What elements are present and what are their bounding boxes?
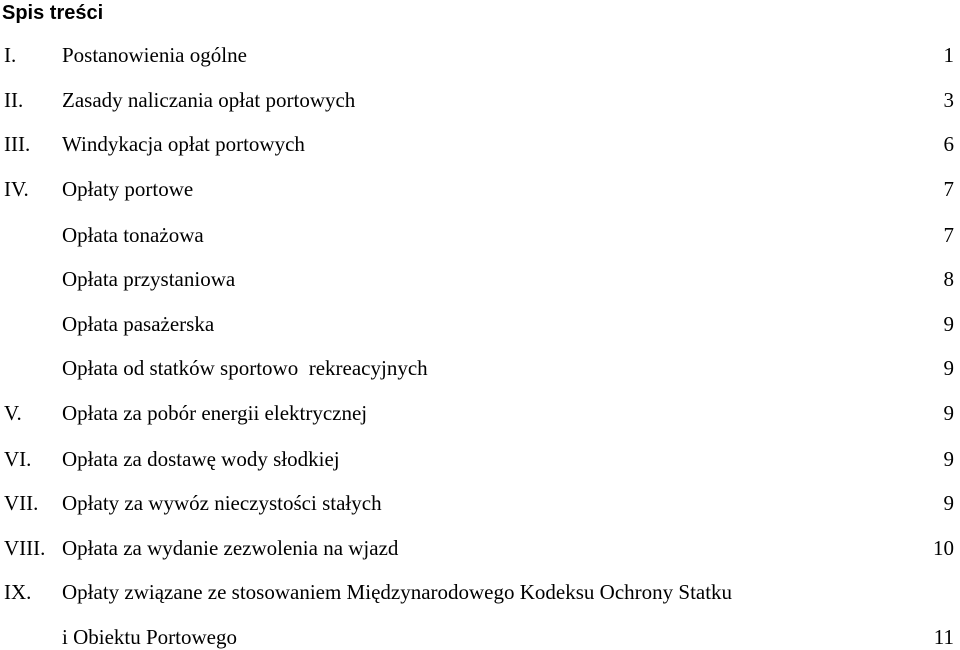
toc-entry-number: IX.	[4, 580, 32, 604]
toc-entry-number: III.	[4, 132, 31, 156]
toc-entry-label: Opłata tonażowa	[62, 223, 204, 247]
toc-entry-page: 10	[933, 536, 954, 560]
toc-entry-label: Opłaty za wywóz nieczystości stałych	[62, 491, 382, 515]
toc-entry-number: VIII.	[4, 536, 46, 560]
toc-entry-label: Windykacja opłat portowych	[62, 132, 305, 156]
toc-entry-number: I.	[4, 43, 17, 67]
toc-entry[interactable]	[0, 87, 960, 113]
toc-entry[interactable]	[0, 535, 960, 561]
toc-entry-label: Opłata za dostawę wody słodkiej	[62, 447, 340, 471]
toc-entry[interactable]	[0, 400, 960, 426]
toc-entry[interactable]	[0, 176, 960, 202]
toc-entry-page: 11	[933, 625, 954, 649]
toc-entry-label: Opłaty portowe	[62, 177, 194, 201]
toc-entry[interactable]	[0, 131, 960, 157]
toc-title: Spis treści	[2, 2, 104, 24]
toc-subentry[interactable]	[0, 311, 960, 337]
toc-entry[interactable]	[0, 446, 960, 472]
toc-entry-label: Opłata pasażerska	[62, 312, 215, 336]
toc-entry-label: Opłata za wydanie zezwolenia na wjazd	[62, 536, 399, 560]
toc-entry-label: Opłata przystaniowa	[62, 267, 236, 291]
toc-entry-label: Opłata od statków sportowo rekreacyjnych	[62, 356, 428, 380]
toc-subentry[interactable]	[0, 222, 960, 248]
toc-subentry[interactable]	[0, 355, 960, 381]
toc-entry-page: 9	[943, 447, 954, 471]
toc-entry-page: 7	[943, 177, 954, 201]
toc-entry-label: Opłaty związane ze stosowaniem Międzynarodowego Kodeksu Ochrony Statku	[62, 580, 733, 604]
toc-subentry[interactable]	[0, 266, 960, 292]
toc-entry-label: Postanowienia ogólne	[62, 43, 247, 67]
toc-entry-number: VII.	[4, 491, 39, 515]
toc-entry-number: IV.	[4, 177, 29, 201]
toc-entry-number: V.	[4, 401, 22, 425]
toc-entry-label: Zasady naliczania opłat portowych	[62, 88, 356, 112]
toc-entry[interactable]	[0, 42, 960, 68]
toc-entry-page: 8	[943, 267, 954, 291]
toc-entry-page: 1	[943, 43, 954, 67]
toc-entry-page: 9	[943, 356, 954, 380]
toc-entry-page: 6	[943, 132, 954, 156]
toc-entry-label: i Obiektu Portowego	[62, 625, 237, 649]
toc-entry-page: 7	[943, 223, 954, 247]
toc-entry-label: Opłata za pobór energii elektrycznej	[62, 401, 368, 425]
toc-entry-number: VI.	[4, 447, 32, 471]
toc-entry-page: 3	[943, 88, 954, 112]
toc-entry-number: II.	[4, 88, 24, 112]
toc-entry[interactable]	[0, 490, 960, 516]
toc-entry-page: 9	[943, 312, 954, 336]
toc-entry-page: 9	[943, 491, 954, 515]
toc-entry[interactable]	[0, 579, 960, 605]
toc-entry-page: 9	[943, 401, 954, 425]
toc-entry-continuation[interactable]	[0, 624, 960, 650]
